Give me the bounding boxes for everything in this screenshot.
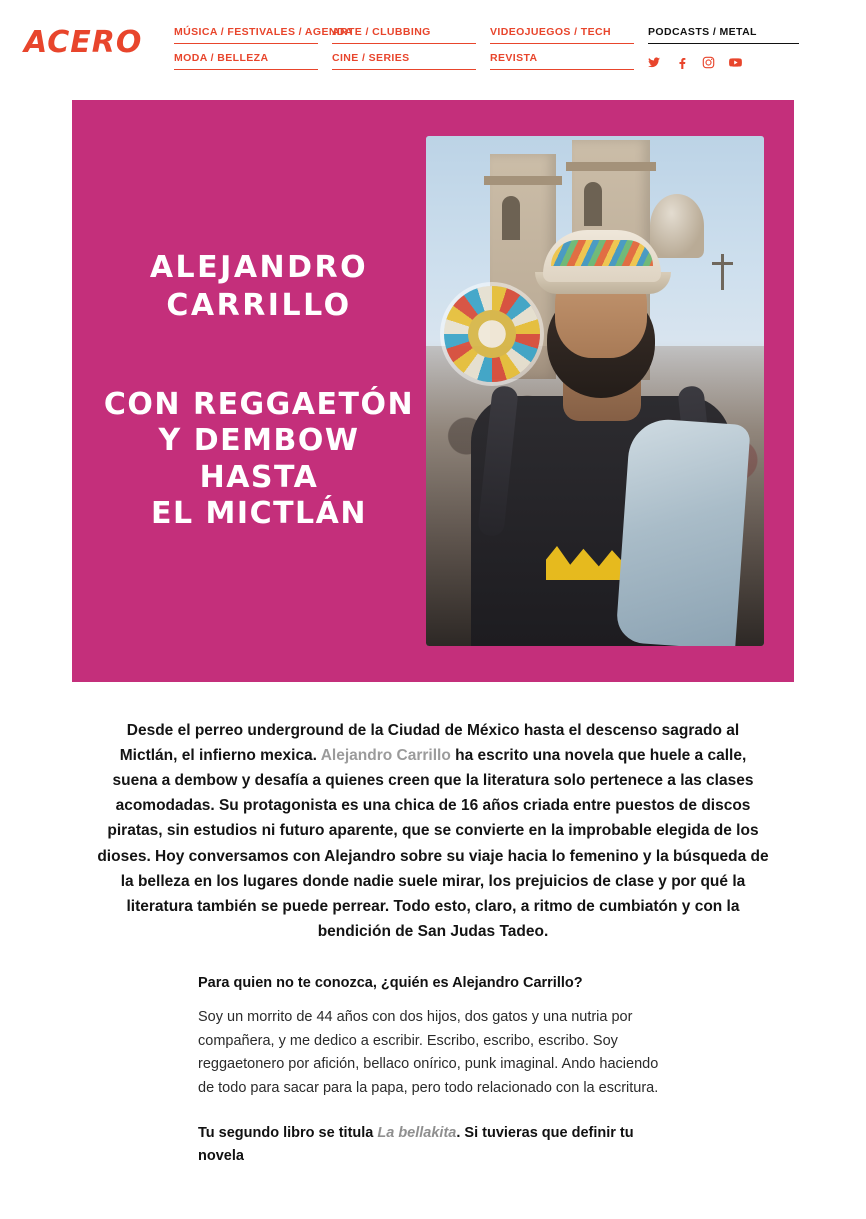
youtube-icon[interactable]	[729, 56, 742, 69]
nav-column-3	[490, 26, 648, 78]
article-body	[0, 718, 866, 1219]
nav-column-2	[332, 26, 490, 78]
nav-column-1	[174, 26, 353, 78]
hero-title-line-1: ALEJANDRO	[149, 250, 369, 286]
question-2-part-2: . Si tuvieras que definir tu novela	[198, 1125, 634, 1164]
nav-item-arte-clubbing[interactable]: ARTE / CLUBBING	[332, 26, 476, 44]
nav-item-moda-belleza[interactable]: MODA / BELLEZA	[174, 52, 318, 70]
photo-subject-cap	[543, 230, 661, 282]
nav-item-cine-series[interactable]: CINE / SERIES	[332, 52, 476, 70]
question-2	[198, 1122, 668, 1167]
instagram-icon[interactable]	[702, 56, 715, 69]
nav-column-4	[648, 26, 813, 78]
hero-subtitle	[102, 387, 416, 533]
hero-subtitle-line-2: Y DEMBOW HASTA	[158, 423, 360, 495]
article-lede-subject-name: Alejandro Carrillo	[320, 747, 451, 765]
twitter-icon[interactable]	[648, 56, 661, 69]
photo-denim-jacket	[615, 417, 750, 646]
nav-item-musica-festivales-agenda[interactable]: MÚSICA / FESTIVALES / AGENDA	[174, 26, 318, 44]
hero-banner	[72, 100, 794, 682]
question-2-book-title: La bellakita	[377, 1125, 457, 1142]
nav-item-podcasts-metal[interactable]: PODCASTS / METAL	[648, 26, 799, 44]
article-lede-part-1: Desde el perreo underground de la Ciudad de México hasta el descenso sagrado al Mictlán, el infierno mexica.	[119, 722, 740, 765]
social-links	[648, 52, 799, 69]
hero-text-block	[102, 249, 426, 533]
article-lede	[97, 718, 769, 944]
main-navigation	[174, 22, 842, 78]
question-2-part-1: Tu segundo libro se titula	[198, 1125, 378, 1142]
facebook-icon[interactable]	[675, 56, 688, 69]
photo-church-dome	[650, 194, 704, 258]
question-1: Para quien no te conozca, ¿quién es Alejandro Carrillo?	[198, 974, 583, 991]
article-lede-part-2: ha escrito una novela que huele a calle, suena a dembow y desafía a quienes creen que la literatura solo pertenece a las clases acomodadas. Su protagonista es una chica de 16 años criada entre puestos de discos piratas, sin estudios ni futuro aparente, que se convierte en la improbable elegida de los dioses. Hoy conversamos con Alejandro sobre su viaje hacia lo femenino y la búsqueda de la belleza en los lugares donde nadie suele mirar, los prejuicios de clase y por qué la literatura también se puede perrear. Todo esto, claro, a ritmo de cumbiatón y con la bendición de San Judas Tadeo.	[97, 747, 769, 940]
hero-title-line-2: CARRILLO	[166, 287, 352, 323]
site-logo-text: ACERO	[24, 25, 143, 60]
nav-item-revista[interactable]: REVISTA	[490, 52, 634, 70]
hero-subtitle-line-1: CON REGGAETÓN	[103, 386, 415, 422]
hero-subtitle-line-3: EL MICTLÁN	[151, 496, 367, 532]
photo-subject	[451, 251, 751, 646]
site-header	[0, 0, 866, 88]
article-qa-column	[198, 972, 668, 1219]
hero-title	[102, 249, 416, 325]
nav-item-videojuegos-tech[interactable]: VIDEOJUEGOS / TECH	[490, 26, 634, 44]
hero-portrait-photo	[426, 136, 764, 646]
site-logo[interactable]	[24, 22, 174, 58]
answer-1: Soy un morrito de 44 años con dos hijos, dos gatos y una nutria por compañera, y me dedico a escribir. Escribo, escribo, escribo. Soy reggaetonero por afición, bellaco onírico, punk imaginal. Ando haciendo de todo para sacar para la papa, pero todo relacionado con la escritura.	[198, 1009, 659, 1096]
